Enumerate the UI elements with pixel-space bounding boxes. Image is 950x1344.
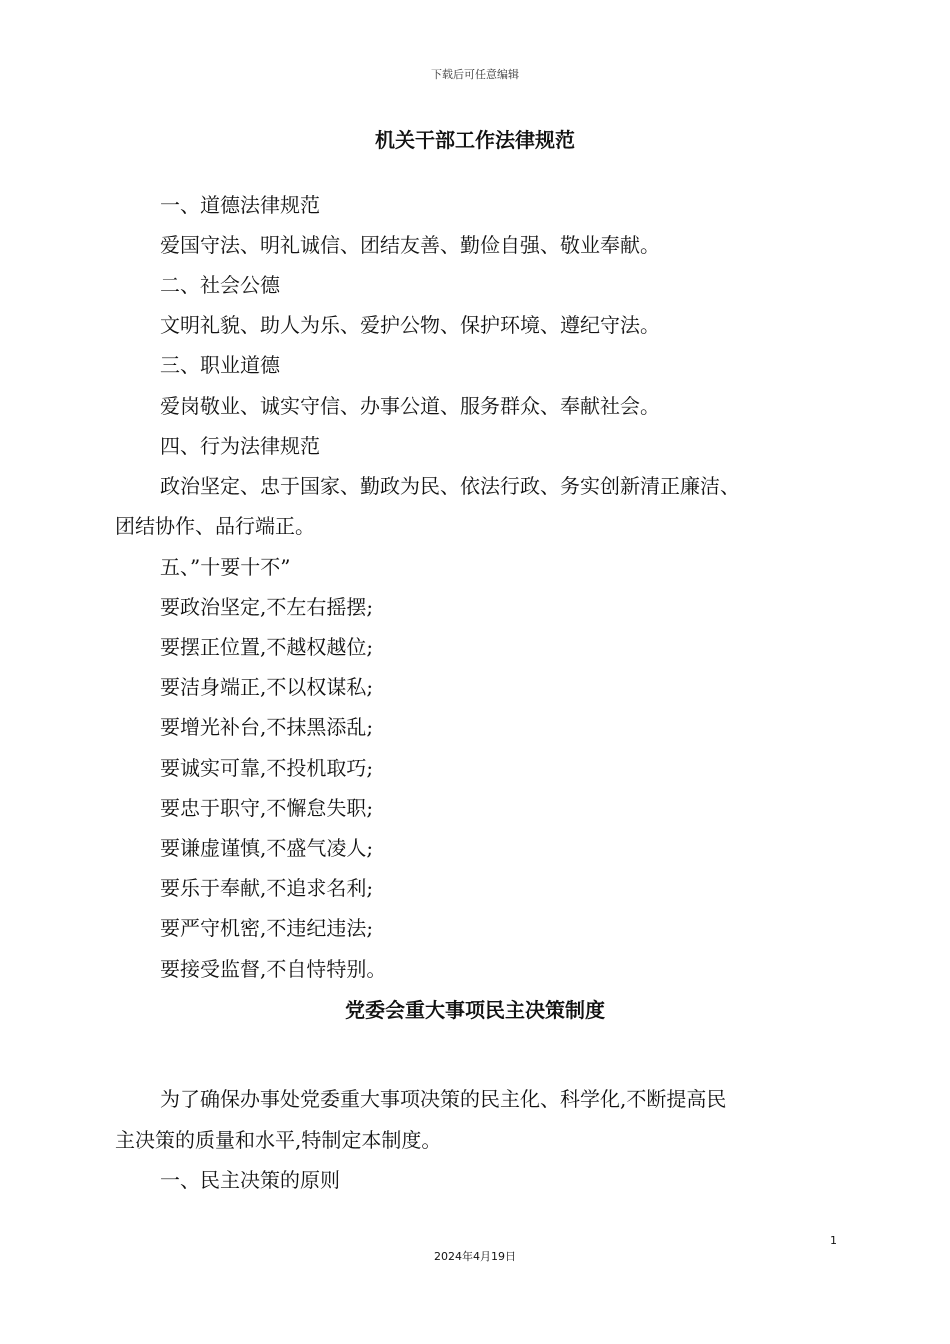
section-heading: 五、”十要十不” xyxy=(160,555,291,579)
rule-item: 要忠于职守,不懈怠失职; xyxy=(160,796,374,820)
rule-item: 要接受监督,不自恃特别。 xyxy=(160,957,387,981)
page-number: 1 xyxy=(830,1234,837,1247)
section-heading: 一、道德法律规范 xyxy=(160,193,320,217)
rule-item: 要严守机密,不违纪违法; xyxy=(160,916,374,940)
document-title-1: 机关干部工作法律规范 xyxy=(375,128,575,152)
paragraph-line: 爱岗敬业、诚实守信、办事公道、服务群众、奉献社会。 xyxy=(160,394,660,418)
paragraph-line: 团结协作、品行端正。 xyxy=(115,514,315,538)
rule-item: 要政治坚定,不左右摇摆; xyxy=(160,595,374,619)
rule-item: 要谦虚谨慎,不盛气凌人; xyxy=(160,836,374,860)
rule-item: 要诚实可靠,不投机取巧; xyxy=(160,756,374,780)
rule-item: 要乐于奉献,不追求名利; xyxy=(160,876,374,900)
footer-date: 2024年4月19日 xyxy=(434,1250,516,1263)
document-title-2: 党委会重大事项民主决策制度 xyxy=(345,998,605,1022)
rule-item: 要洁身端正,不以权谋私; xyxy=(160,675,374,699)
paragraph-line: 爱国守法、明礼诚信、团结友善、勤俭自强、敬业奉献。 xyxy=(160,233,660,257)
section-heading: 一、民主决策的原则 xyxy=(160,1168,340,1192)
rule-item: 要摆正位置,不越权越位; xyxy=(160,635,374,659)
section-heading: 四、行为法律规范 xyxy=(160,434,320,458)
paragraph-line: 为了确保办事处党委重大事项决策的民主化、科学化,不断提高民 xyxy=(160,1087,727,1111)
paragraph-line: 文明礼貌、助人为乐、爱护公物、保护环境、遵纪守法。 xyxy=(160,313,660,337)
section-heading: 三、职业道德 xyxy=(160,353,280,377)
paragraph-line: 主决策的质量和水平,特制定本制度。 xyxy=(115,1128,442,1152)
section-heading: 二、社会公德 xyxy=(160,273,280,297)
paragraph-line: 政治坚定、忠于国家、勤政为民、依法行政、务实创新清正廉洁、 xyxy=(160,474,740,498)
page-header: 下载后可任意编辑 xyxy=(431,68,519,81)
rule-item: 要增光补台,不抹黑添乱; xyxy=(160,715,374,739)
